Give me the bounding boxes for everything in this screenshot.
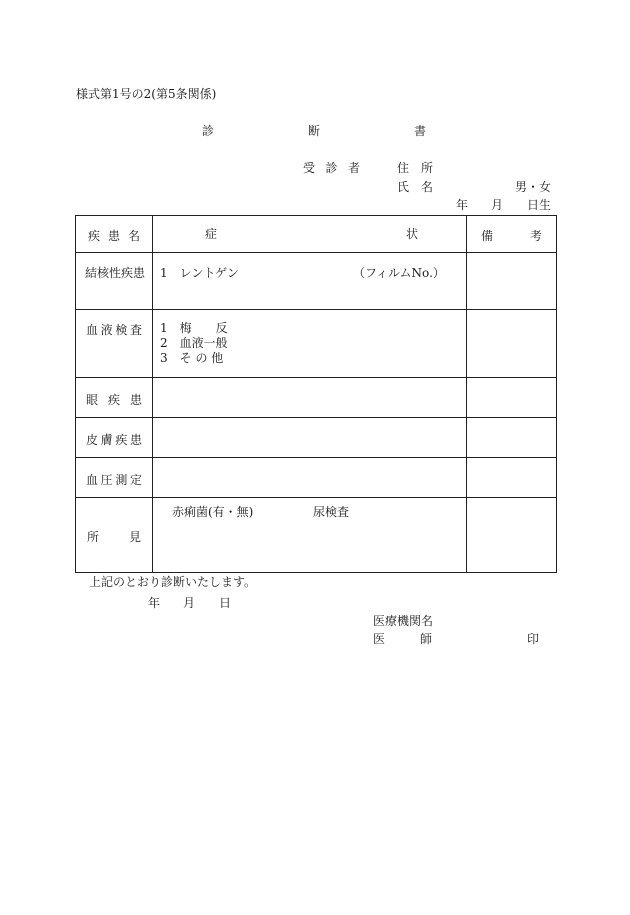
certification-statement: 上記のとおり診断いたします。	[89, 575, 257, 589]
row-content-bp[interactable]	[153, 458, 467, 498]
blood-label-char: 血	[86, 323, 99, 337]
patient-label-char: 者	[347, 161, 360, 175]
blood-label-char: 検	[115, 323, 128, 337]
xray-item: 1 レントゲン	[160, 266, 239, 280]
form-number: 様式第1号の2(第5条関係)	[76, 87, 217, 101]
address-label-char: 所	[420, 161, 433, 175]
table-header-row	[76, 216, 557, 253]
bp-label-char: 血	[86, 473, 99, 487]
address-label-char: 住	[397, 161, 410, 175]
skin-label-char: 患	[129, 433, 142, 447]
eye-label-char: 疾	[107, 393, 120, 407]
patient-label	[303, 161, 360, 175]
row-remarks-bp[interactable]	[467, 458, 557, 498]
eye-label-char: 患	[129, 393, 142, 407]
row-label-bp	[76, 458, 153, 498]
skin-label-char: 皮	[86, 433, 99, 447]
bp-label-char: 定	[129, 473, 142, 487]
dob-year: 年	[456, 198, 469, 212]
findings-label-char: 見	[128, 530, 141, 544]
table-row-skin	[76, 418, 557, 458]
diagnosis-table	[75, 215, 557, 573]
table-row-blood	[76, 310, 557, 378]
header-char: 備	[481, 229, 494, 243]
title-char: 診	[202, 124, 215, 138]
row-content-tb[interactable]	[153, 253, 467, 310]
header-char: 患	[107, 229, 120, 243]
dob-day: 日生	[527, 198, 552, 212]
blood-label-char: 液	[100, 323, 113, 337]
row-content-findings[interactable]	[153, 498, 467, 573]
header-symptom-right: 状	[406, 227, 419, 241]
row-label-eye	[76, 378, 153, 418]
title-char: 断	[307, 124, 320, 138]
address-label	[397, 161, 433, 175]
row-remarks-skin[interactable]	[467, 418, 557, 458]
urine-test: 尿検査	[313, 505, 350, 519]
doctor-label-char: 医	[373, 632, 386, 646]
row-label-findings	[76, 498, 153, 573]
table-row-bp	[76, 458, 557, 498]
table-row-tb	[76, 253, 557, 310]
row-label-tb	[76, 253, 153, 310]
table-row-findings	[76, 498, 557, 573]
name-label-char: 氏	[397, 180, 410, 194]
issue-date-day: 日	[219, 596, 232, 610]
seal-mark: 印	[527, 632, 540, 646]
bp-label-char: 測	[115, 473, 128, 487]
blood-item: 2 血液一般	[160, 336, 228, 350]
header-remarks	[467, 216, 557, 253]
findings-label-char: 所	[87, 530, 100, 544]
blood-item: 1 梅 反	[160, 321, 228, 335]
skin-label-char: 膚	[100, 433, 113, 447]
issue-date-year: 年	[148, 596, 161, 610]
row-content-blood[interactable]	[153, 310, 467, 378]
row-remarks-tb[interactable]	[467, 253, 557, 310]
patient-label-char: 診	[325, 161, 338, 175]
bp-label-char: 圧	[100, 473, 113, 487]
row-label-blood	[76, 310, 153, 378]
header-char: 疾	[88, 229, 101, 243]
row-remarks-findings[interactable]	[467, 498, 557, 573]
doctor-label	[373, 632, 432, 646]
header-symptoms	[153, 216, 467, 253]
institution-label: 医療機関名	[373, 614, 434, 628]
name-label	[397, 180, 433, 194]
dob-month: 月	[491, 198, 504, 212]
skin-label-char: 疾	[115, 433, 128, 447]
header-symptom-left: 症	[205, 227, 218, 241]
film-number-label: （フィルムNo.）	[353, 266, 445, 280]
row-content-eye[interactable]	[153, 378, 467, 418]
name-label-char: 名	[420, 180, 433, 194]
eye-label-char: 眼	[86, 393, 99, 407]
patient-label-char: 受	[303, 161, 316, 175]
document-title	[202, 124, 426, 138]
row-remarks-blood[interactable]	[467, 310, 557, 378]
issue-date-month: 月	[183, 596, 196, 610]
tb-label: 結核性疾患	[85, 266, 146, 280]
header-char: 名	[127, 229, 140, 243]
header-char: 考	[529, 229, 542, 243]
row-remarks-eye[interactable]	[467, 378, 557, 418]
title-char: 書	[413, 124, 426, 138]
dysentery-test: 赤痢菌(有・無)	[172, 505, 254, 519]
table-row-eye	[76, 378, 557, 418]
sex-field: 男・女	[515, 180, 552, 194]
blood-label-char: 査	[129, 323, 142, 337]
doctor-label-char: 師	[419, 632, 432, 646]
blood-item: 3 そ の 他	[160, 351, 224, 365]
row-label-skin	[76, 418, 153, 458]
header-disease-name	[76, 216, 153, 253]
row-content-skin[interactable]	[153, 418, 467, 458]
